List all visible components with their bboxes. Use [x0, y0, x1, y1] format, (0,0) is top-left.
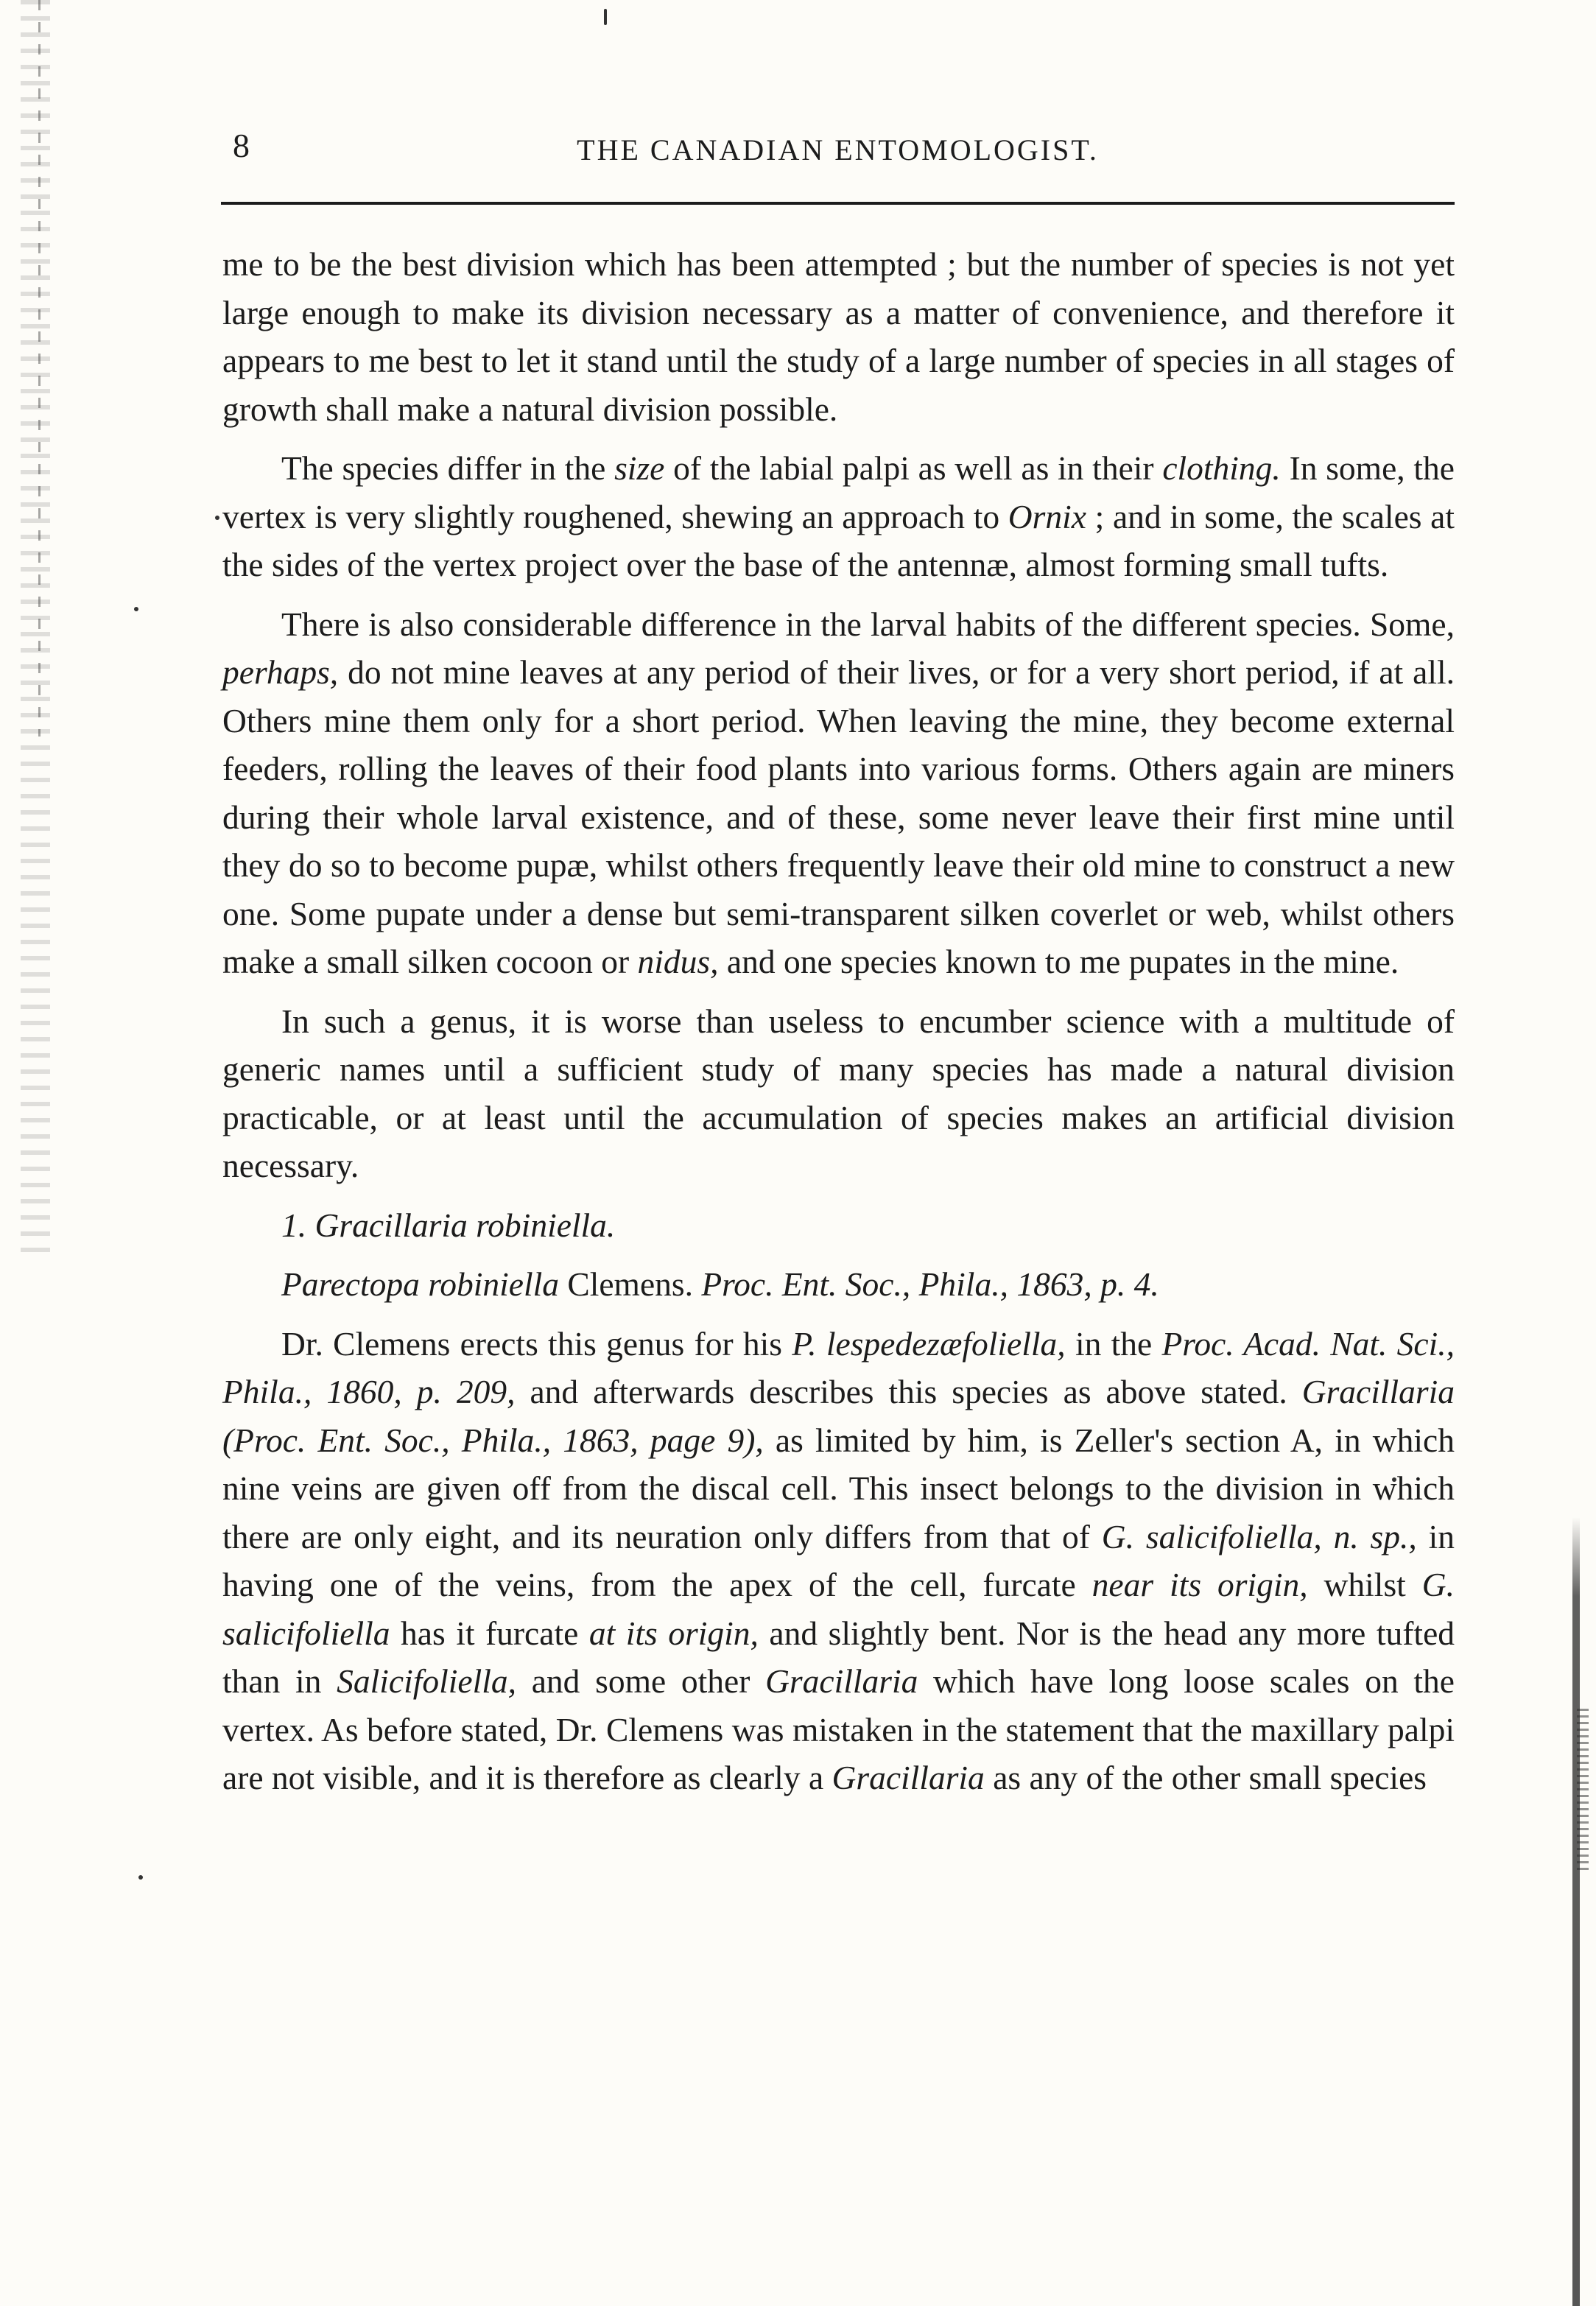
- page-header: [221, 124, 1455, 175]
- paragraph: [222, 600, 1455, 986]
- italic-term: nidus,: [637, 943, 719, 980]
- scan-edge-right: [1572, 1517, 1580, 2306]
- italic-term: clothing.: [1162, 449, 1281, 487]
- species-heading: [222, 1201, 1455, 1250]
- paragraph-text: In some, the vertex is very slightly roughened, shewing an approach to: [222, 449, 1455, 535]
- paragraph-text: whilst: [1307, 1566, 1422, 1603]
- stray-mark: [215, 516, 219, 520]
- italic-term: Gracillaria: [765, 1662, 918, 1700]
- paragraph-text: as any of the other small species: [984, 1759, 1427, 1796]
- italic-term: Proc. Acad. Nat. Sci., Phila., 1860, p. 209,: [222, 1324, 1455, 1410]
- paragraph-text: ; and in some, the scales at the sides of the vertex project over the base of the antennæ, almost forming small tufts.: [222, 497, 1455, 583]
- scan-edge-left: [21, 0, 50, 1252]
- paragraph-text: Dr. Clemens erects this genus for his: [281, 1324, 792, 1363]
- paragraph-text: has it furcate: [390, 1614, 589, 1652]
- italic-term: near its origin,: [1091, 1566, 1308, 1603]
- paragraph-text: and slightly bent. Nor is the head any more tufted than in: [222, 1614, 1455, 1700]
- species-heading-text: 1. Gracillaria robiniella.: [281, 1206, 616, 1244]
- italic-term: Gracillaria (Proc. Ent. Soc., Phila., 1863, page 9),: [222, 1373, 1455, 1459]
- italic-term: size: [614, 449, 665, 487]
- italic-term: G. salicifoliella, n. sp.,: [1101, 1517, 1417, 1556]
- running-title: THE CANADIAN ENTOMOLOGIST.: [577, 133, 1099, 166]
- paragraph-text: There is also considerable difference in the larval habits of the different species. Some,: [281, 605, 1455, 643]
- paragraph-text: of the labial palpi as well as in their: [664, 449, 1163, 487]
- article-body: [222, 240, 1455, 1802]
- italic-term: Gracillaria: [832, 1759, 985, 1796]
- stray-mark: [138, 1875, 143, 1880]
- paragraph-text: do not mine leaves at any period of their lives, or for a very short period, if at all. Others mine them only for a short period. When leaving the mine, they become external feeders, rolling the leaves of their food plants into various forms. Others again are miners during their whole larval existence, and of these, some never leave their first mine until they do so to become pupæ, whilst others frequently leave their old mine to construct a new one. Some pupate under a dense but semi-transparent silken coverlet or web, whilst others make a small silken cocoon or: [222, 653, 1455, 980]
- paragraph-text: in the: [1065, 1324, 1162, 1363]
- paragraph: [222, 997, 1455, 1190]
- italic-term: G. salicifoliella: [222, 1566, 1455, 1652]
- stray-mark: [604, 9, 607, 25]
- paragraph-text: Clemens.: [559, 1265, 702, 1303]
- scan-edge-left-line: [38, 0, 41, 737]
- paragraph-text: and one species known to me pupates in the mine.: [718, 943, 1399, 980]
- paragraph: [222, 1320, 1455, 1802]
- italic-term: Salicifoliella,: [337, 1662, 517, 1700]
- paragraph-text: in having one of the veins, from the apex of the cell, furcate: [222, 1517, 1455, 1603]
- paragraph-text: which have long loose scales on the vertex. As before stated, Dr. Clemens was mistaken in the statement that the maxillary palpi are not visible, and it is therefore as clearly a: [222, 1662, 1455, 1796]
- paragraph-text: as limited by him, is Zeller's section A, in which nine veins are given off from the discal cell. This insect belongs to the division in which there are only eight, and its neuration only differs from that of: [222, 1421, 1455, 1556]
- page-number: 8: [233, 127, 250, 164]
- paragraph-text: me to be the best division which has been attempted ; but the number of species is not yet large enough to make its division necessary as a matter of convenience, and therefore it appears to me best to let it stand until the study of a large number of species in all stages of growth shall make a natural division possible.: [222, 245, 1455, 428]
- italic-term: P. lespedezæfoliella,: [792, 1324, 1066, 1363]
- italic-term: Proc. Ent. Soc., Phila., 1863, p. 4.: [701, 1265, 1159, 1303]
- paragraph: [222, 444, 1455, 589]
- paragraph-text: and afterwards describes this species as above stated.: [515, 1373, 1302, 1410]
- citation: [222, 1260, 1455, 1309]
- stray-mark: [134, 607, 138, 611]
- italic-term: perhaps,: [222, 653, 339, 691]
- italic-term: at its origin,: [588, 1614, 759, 1652]
- paragraph-text: In such a genus, it is worse than useless to encumber science with a multitude of generic names until a sufficient study of many species has made a natural division practicable, or at least until the accumulation of species makes an artificial division necessary.: [222, 1002, 1455, 1184]
- paragraph-text: The species differ in the: [281, 449, 615, 487]
- paragraph-text: and some other: [516, 1662, 766, 1700]
- header-rule: [221, 202, 1455, 205]
- italic-term: Parectopa robiniella: [281, 1265, 559, 1303]
- scan-edge-right-speck: [1577, 1709, 1589, 1871]
- paragraph: [222, 240, 1455, 433]
- italic-term: Ornix: [1008, 497, 1086, 535]
